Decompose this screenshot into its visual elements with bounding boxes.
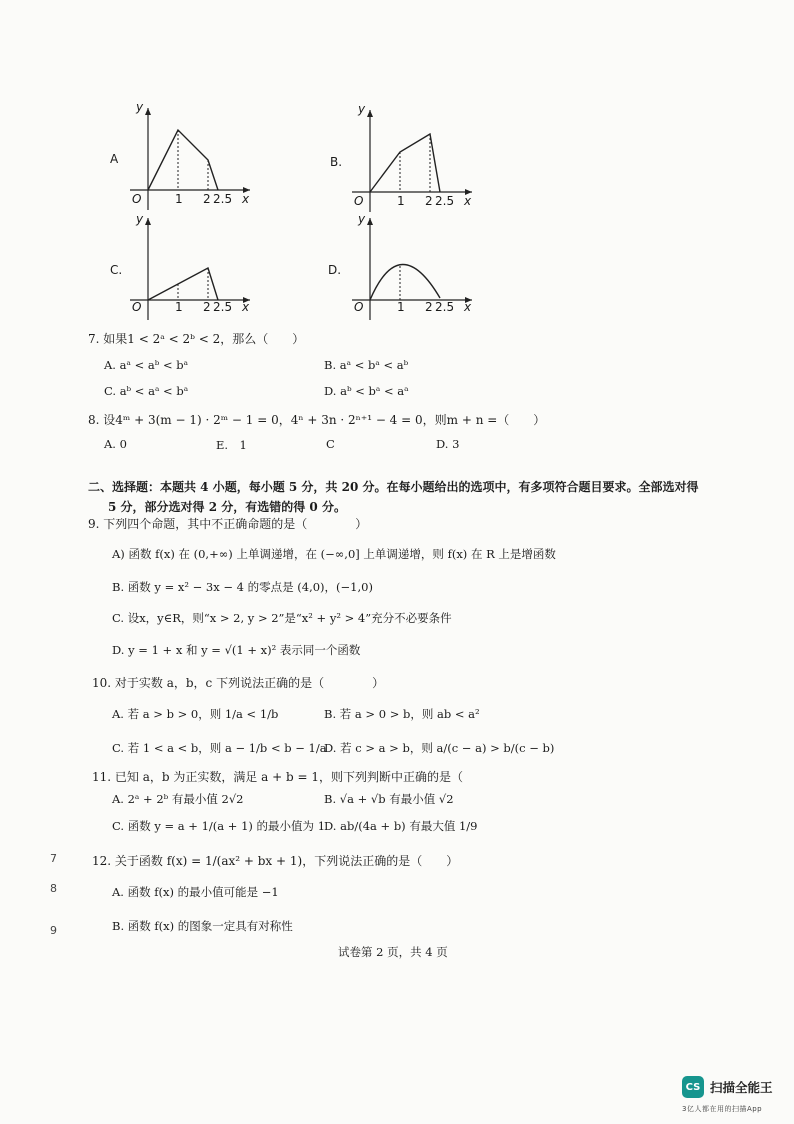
graph-b-y: y bbox=[358, 102, 366, 116]
q12-option-a: A. 函数 f(x) 的最小值可能是 −1 bbox=[112, 885, 279, 899]
graph-c-t1: 1 bbox=[175, 300, 183, 314]
margin-mark-3: 9 bbox=[50, 924, 57, 937]
q8-stem: 8. 设4ᵐ + 3(m − 1) · 2ᵐ − 1 = 0，4ⁿ + 3n · 2ⁿ⁺¹ − 4 = 0，则m + n =（ ） bbox=[88, 413, 546, 427]
q7-option-b: B. aᵃ < bᵃ < aᵇ bbox=[324, 358, 409, 372]
q12-stem: 12. 关于函数 f(x) = 1/(ax² + bx + 1)，下列说法正确的是（ ） bbox=[92, 854, 459, 868]
graph-d-y: y bbox=[358, 212, 366, 226]
option-d-label: D. bbox=[328, 263, 342, 277]
graph-b-x: x bbox=[464, 194, 472, 208]
graph-a-t3: 2.5 bbox=[213, 192, 233, 206]
graph-c-t2: 2 bbox=[203, 300, 211, 314]
q10-option-d: D. 若 c > a > b，则 a/(c − a) > b/(c − b) bbox=[324, 741, 555, 755]
q8-option-d: D. 3 bbox=[436, 437, 460, 451]
graph-b-o: O bbox=[354, 194, 364, 208]
q7-option-a: A. aᵃ < aᵇ < bᵃ bbox=[104, 358, 189, 372]
margin-mark-2: 8 bbox=[50, 882, 57, 895]
q9-option-c: C. 设x，y∈R，则“x > 2, y > 2”是“x² + y² > 4”充分不必要条件 bbox=[112, 611, 452, 625]
q7-option-d: D. aᵇ < bᵃ < aᵃ bbox=[324, 384, 409, 398]
graph-c-o: O bbox=[132, 300, 142, 314]
q8-option-b: E. 1 bbox=[216, 438, 247, 452]
graph-a-t2: 2 bbox=[203, 192, 211, 206]
q11-option-b: B. √a + √b 有最小值 √2 bbox=[324, 792, 454, 806]
section-2-line1: 二、选择题：本题共 4 小题，每小题 5 分，共 20 分。在每小题给出的选项中，有多项符合题目要求。全部选对得 bbox=[88, 480, 699, 494]
q10-option-b: B. 若 a > 0 > b，则 ab < a² bbox=[324, 707, 480, 721]
graph-c-t3: 2.5 bbox=[213, 300, 233, 314]
q8-option-c: C bbox=[326, 437, 335, 451]
q10-option-a: A. 若 a > b > 0，则 1/a < 1/b bbox=[112, 707, 279, 721]
graph-d-o: O bbox=[354, 300, 364, 314]
graph-a-x: x bbox=[242, 192, 250, 206]
graph-d-t3: 2.5 bbox=[435, 300, 455, 314]
q10-option-c: C. 若 1 < a < b，则 a − 1/b < b − 1/a bbox=[112, 741, 327, 755]
q8-option-a: A. 0 bbox=[104, 437, 127, 451]
q11-option-a: A. 2ᵃ + 2ᵇ 有最小值 2√2 bbox=[112, 792, 244, 806]
q9-option-a: A) 函数 f(x) 在 (0,+∞) 上单调递增，在 (−∞,0] 上单调递增，则 f(x) 在 R 上是增函数 bbox=[112, 547, 556, 561]
option-b-label: B. bbox=[330, 155, 343, 169]
graph-a-t1: 1 bbox=[175, 192, 183, 206]
graph-c-x: x bbox=[242, 300, 250, 314]
graph-b-t3: 2.5 bbox=[435, 194, 455, 208]
q11-option-c: C. 函数 y = a + 1/(a + 1) 的最小值为 1 bbox=[112, 819, 326, 833]
page-footer: 试卷第 2 页，共 4 页 bbox=[338, 945, 448, 959]
graph-d-t1: 1 bbox=[397, 300, 405, 314]
margin-mark-1: 7 bbox=[50, 852, 57, 865]
q9-option-b: B. 函数 y = x² − 3x − 4 的零点是 (4,0)，(−1,0) bbox=[112, 580, 373, 594]
q9-option-d: D. y = 1 + x 和 y = √(1 + x)² 表示同一个函数 bbox=[112, 643, 361, 657]
graph-c-y: y bbox=[136, 212, 144, 226]
graph-a-o: O bbox=[132, 192, 142, 206]
q12-option-b: B. 函数 f(x) 的图象一定具有对称性 bbox=[112, 919, 293, 933]
q7-stem: 7. 如果1 < 2ᵃ < 2ᵇ < 2，那么（ ） bbox=[88, 332, 305, 346]
graph-d-t2: 2 bbox=[425, 300, 433, 314]
graph-d-x: x bbox=[464, 300, 472, 314]
section-2-line2: 5 分，部分选对得 2 分，有选错的得 0 分。 bbox=[108, 500, 346, 514]
graph-b-t1: 1 bbox=[397, 194, 405, 208]
q11-option-d: D. ab/(4a + b) 有最大值 1/9 bbox=[324, 819, 478, 833]
q10-stem: 10. 对于实数 a，b，c 下列说法正确的是（ ） bbox=[92, 676, 385, 690]
scanner-tagline: 3亿人都在用的扫描App bbox=[682, 1105, 763, 1113]
scanner-logo-icon: CS bbox=[682, 1076, 704, 1098]
option-c-label: C. bbox=[110, 263, 123, 277]
graph-a-y: y bbox=[136, 100, 144, 114]
scanner-watermark bbox=[682, 1076, 773, 1098]
graph-b-t2: 2 bbox=[425, 194, 433, 208]
q7-option-c: C. aᵇ < aᵃ < bᵃ bbox=[104, 384, 189, 398]
option-a-label: A bbox=[110, 152, 119, 166]
q11-stem: 11. 已知 a，b 为正实数，满足 a + b = 1，则下列判断中正确的是（ bbox=[92, 770, 464, 784]
scanner-name: 扫描全能王 bbox=[710, 1080, 773, 1095]
q9-stem: 9. 下列四个命题，其中不正确命题的是（ ） bbox=[88, 517, 368, 531]
